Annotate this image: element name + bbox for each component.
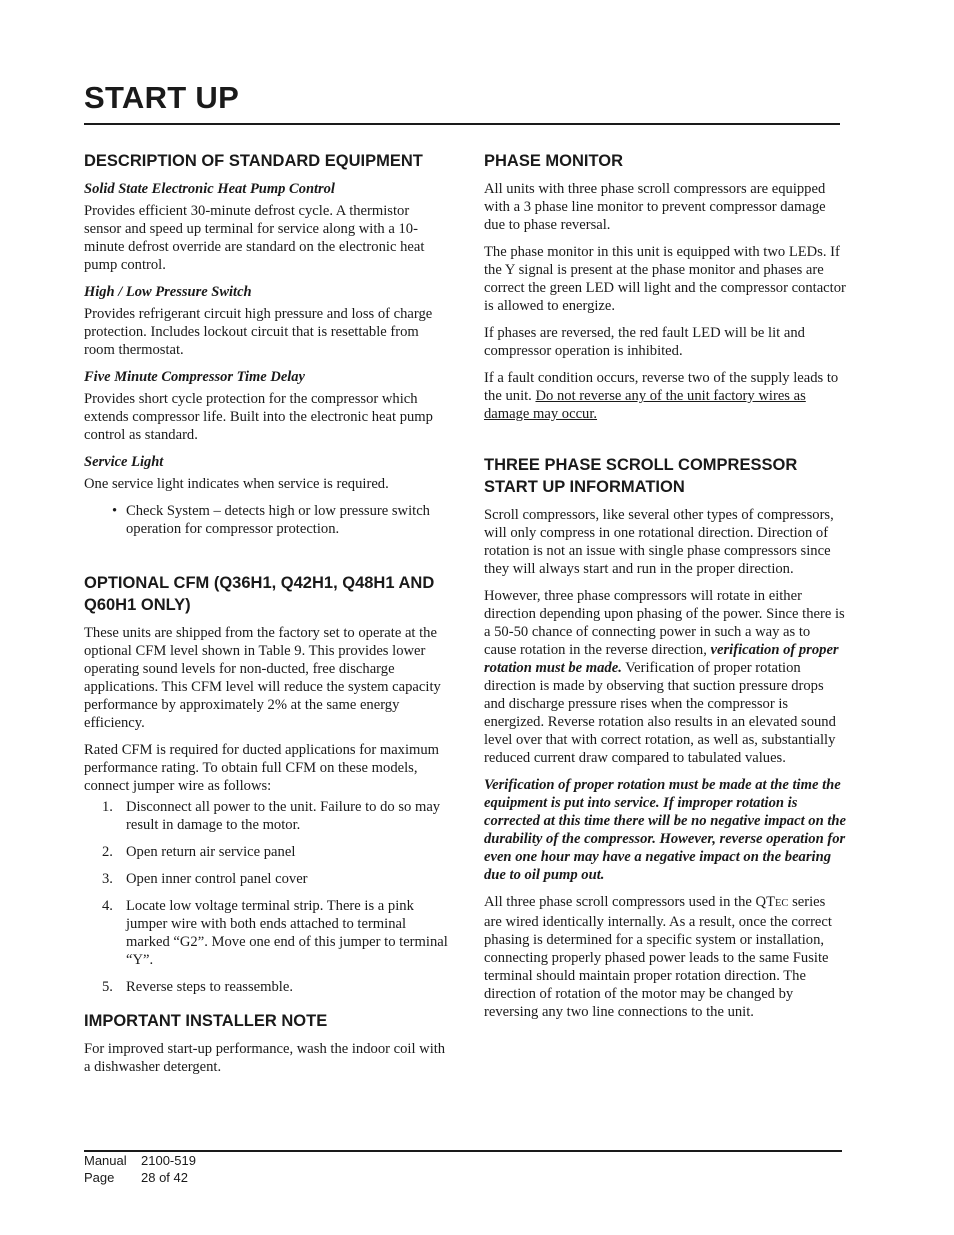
text-run: If a fault condition occurs, reverse two of the supply leads to the unit. — [484, 370, 839, 404]
emphasis-text: verification of proper rotation must be made. — [484, 642, 839, 676]
list-item — [102, 978, 448, 996]
list-text: Reverse steps to reassemble. — [126, 979, 293, 995]
bullet-marker: • — [112, 503, 118, 519]
manual-label: Manual — [84, 1153, 127, 1168]
small-caps-text: EC — [775, 898, 789, 909]
footer-divider — [84, 1150, 842, 1152]
page-label: Page — [84, 1170, 115, 1185]
paragraph: One service light indicates when service is required. — [84, 476, 389, 492]
section-heading-standard-equipment: DESCRIPTION OF STANDARD EQUIPMENT — [84, 152, 423, 170]
subheading-pressure-switch: High / Low Pressure Switch — [84, 284, 252, 300]
list-item — [102, 843, 448, 861]
list-number: 4. — [102, 898, 113, 914]
paragraph: Rated CFM is required for ducted applications for maximum performance rating. To obtain full CFM on these models, connect jumper wire as follows: — [84, 742, 440, 794]
bullet-list — [84, 502, 448, 538]
page-footer — [84, 1152, 196, 1186]
right-column — [484, 150, 846, 1030]
paragraph: For improved start-up performance, wash the indoor coil with a dishwasher detergent. — [84, 1041, 446, 1075]
section-spacer — [484, 432, 846, 454]
list-text: Disconnect all power to the unit. Failure to do so may result in damage to the motor. — [126, 799, 441, 833]
title-divider — [84, 123, 840, 125]
list-number: 1. — [102, 799, 113, 815]
paragraph: Provides efficient 30-minute defrost cycle. A thermistor sensor and speed up terminal for service along with a 10-minute defrost override are standard on the electronic heat pump control. — [84, 203, 425, 273]
paragraph: Provides short cycle protection for the compressor which extends compressor life. Built into the electronic heat pump control as standard. — [84, 391, 433, 443]
subheading-heat-pump-control: Solid State Electronic Heat Pump Control — [84, 181, 335, 197]
section-heading-scroll-compressor: THREE PHASE SCROLL COMPRESSOR START UP INFORMATION — [484, 456, 798, 496]
list-number: 5. — [102, 979, 113, 995]
list-text: Locate low voltage terminal strip. There is a pink jumper wire with both ends attached to terminal marked “G2”. Move one end of this jumper to terminal “Y”. — [126, 898, 448, 968]
underlined-warning: Do not reverse any of the unit factory wires as damage may occur. — [484, 388, 806, 422]
bullet-text: Check System – detects high or low pressure switch operation for compressor protection. — [126, 503, 430, 537]
text-run: All three phase scroll compressors used in the QT — [484, 894, 775, 910]
paragraph: The phase monitor in this unit is equipped with two LEDs. If the Y signal is present at the phase monitor and phases are correct the green LED will light and the compressor contactor is allowed to energize. — [484, 244, 846, 314]
manual-number: 2100-519 — [141, 1153, 196, 1168]
paragraph: Provides refrigerant circuit high pressure and loss of charge protection. Includes lockout circuit that is resettable from room thermostat. — [84, 306, 433, 358]
text-run: series are wired identically internally. As a result, once the correct phasing is determined for a specific system or installation, connecting properly phased power leads to the same Fusite terminal should maintain proper rotation direction. The direction of rotation of the motor may be changed by reversing any two line connections to the unit. — [484, 894, 832, 1020]
footer-page-row — [84, 1169, 196, 1186]
section-heading-installer-note: IMPORTANT INSTALLER NOTE — [84, 1012, 328, 1030]
list-item — [102, 870, 448, 888]
text-run: However, three phase compressors will rotate in either direction depending upon phasing of the power. Since there is a 50-50 chance of connecting power in such a way as to cause rotation in the reverse direction, — [484, 588, 845, 658]
section-heading-optional-cfm: OPTIONAL CFM (Q36H1, Q42H1, Q48H1 AND Q60H1 ONLY) — [84, 574, 435, 614]
text-run: Verification of proper rotation direction is made by observing that suction pressure drops and discharge pressure rises when the compressor is energized. Reverse rotation also results in an elevated sound level over that with correct rotation, as well as, substantially reduced current draw compared to tabulated values. — [484, 660, 836, 766]
emphasis-paragraph: Verification of proper rotation must be made at the time the equipment is put into service. If improper rotation is corrected at this time there will be no negative impact on the durability of the compressor. However, reverse operation for even one hour may have a negative impact on the bearing due to oil pump out. — [484, 777, 846, 883]
list-item — [102, 897, 448, 969]
section-heading-phase-monitor: PHASE MONITOR — [484, 152, 624, 170]
paragraph: These units are shipped from the factory set to operate at the optional CFM level shown in Table 9. This provides lower operating sound levels for non-ducted, free discharge applications. This CFM level will reduce the system capacity performance by approximately 2% at the same energy efficiency. — [84, 625, 441, 731]
list-number: 2. — [102, 844, 113, 860]
numbered-list — [84, 798, 448, 996]
left-column — [84, 150, 448, 1085]
bullet-item — [112, 502, 448, 538]
paragraph — [484, 587, 846, 767]
footer-manual-row — [84, 1152, 196, 1169]
page-title: START UP — [84, 80, 240, 115]
paragraph: If phases are reversed, the red fault LED will be lit and compressor operation is inhibited. — [484, 325, 805, 359]
paragraph: Scroll compressors, like several other types of compressors, will only compress in one rotational direction. Direction of rotation is not an issue with single phase compressors since they will always start and run in the proper direction. — [484, 507, 834, 577]
section-spacer — [84, 547, 448, 572]
list-item — [102, 798, 448, 834]
list-text: Open return air service panel — [126, 844, 296, 860]
page-number: 28 of 42 — [141, 1170, 188, 1185]
paragraph — [484, 893, 846, 1021]
list-text: Open inner control panel cover — [126, 871, 308, 887]
paragraph: All units with three phase scroll compressors are equipped with a 3 phase line monitor to prevent compressor damage due to phase reversal. — [484, 181, 826, 233]
subheading-service-light: Service Light — [84, 454, 164, 470]
list-number: 3. — [102, 871, 113, 887]
subheading-time-delay: Five Minute Compressor Time Delay — [84, 369, 305, 385]
paragraph — [484, 369, 846, 423]
